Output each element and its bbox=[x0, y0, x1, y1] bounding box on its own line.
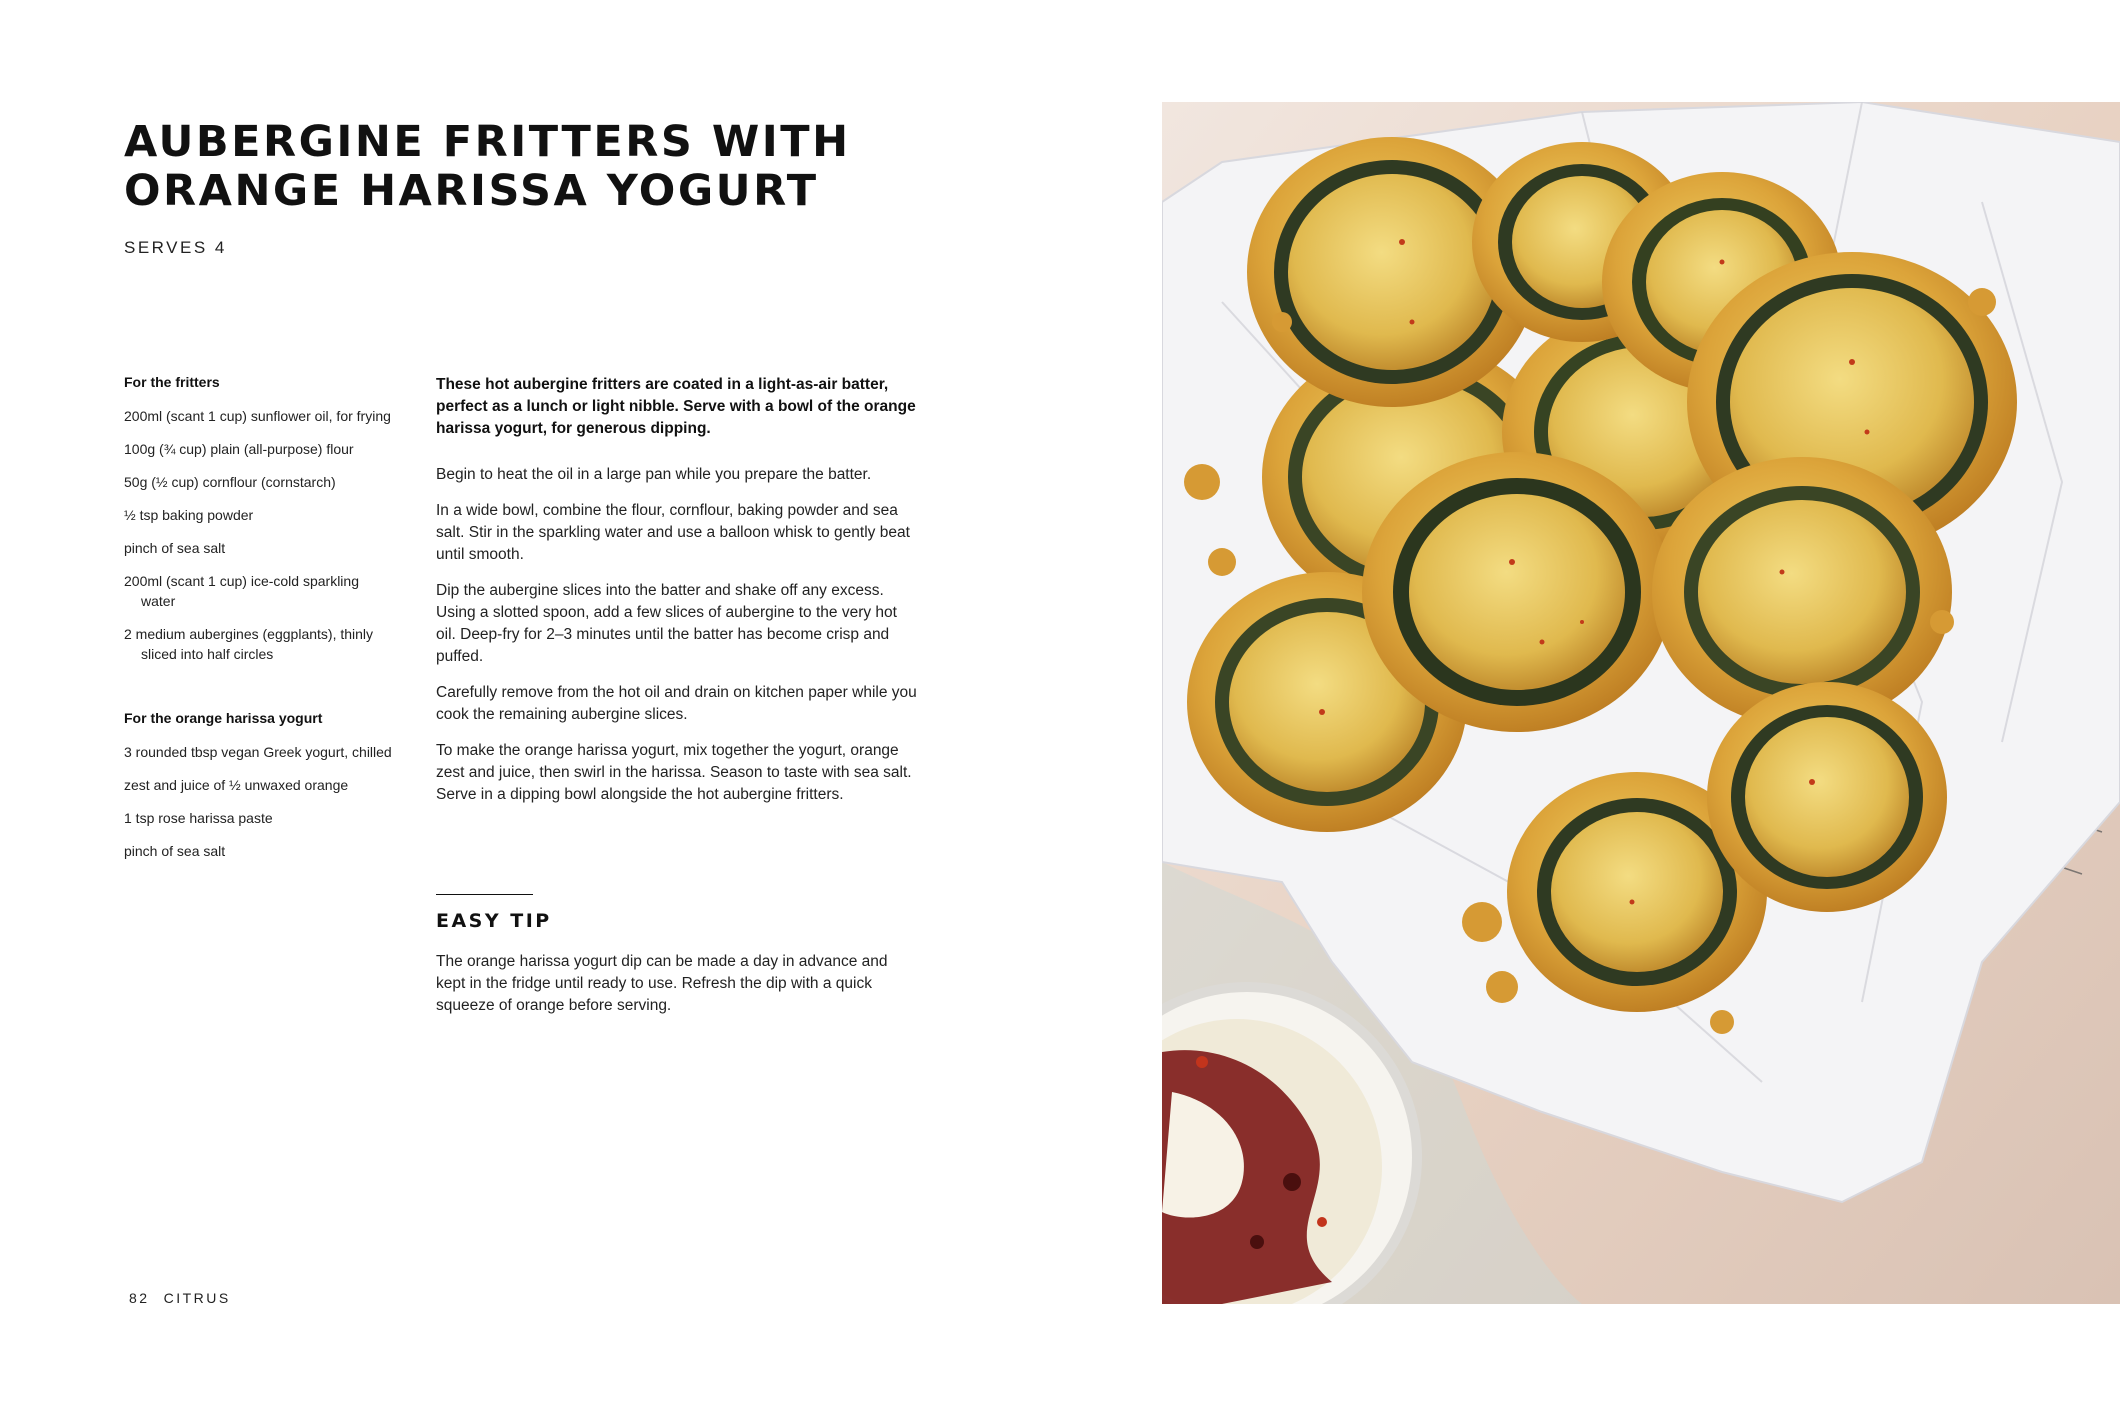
method-step: Begin to heat the oil in a large pan while you prepare the batter. bbox=[436, 466, 872, 483]
ingredient-item: ½ tsp baking powder bbox=[124, 507, 254, 523]
food-photo-illustration bbox=[1162, 102, 2120, 1304]
method-step: To make the orange harissa yogurt, mix together the yogurt, orange zest and juice, then swirl in the harissa. Season to taste with sea salt. Serve in a dipping bowl alongside the hot aubergine fritters. bbox=[436, 742, 912, 803]
recipe-title-line-1: AUBERGINE FRITTERS WITH bbox=[124, 117, 851, 167]
method-column bbox=[436, 374, 921, 820]
recipe-title bbox=[124, 118, 1024, 216]
ingredient-group-heading: For the fritters bbox=[124, 374, 220, 390]
ingredient-group-yogurt bbox=[124, 710, 394, 861]
section-name: CITRUS bbox=[163, 1290, 231, 1306]
tip-heading: EASY TIP bbox=[436, 910, 552, 932]
ingredient-item: pinch of sea salt bbox=[124, 540, 226, 556]
recipe-intro: These hot aubergine fritters are coated in a light-as-air batter, perfect as a lunch or light nibble. Serve with a bowl of the orange harissa yogurt, for generous dipping. bbox=[436, 376, 916, 437]
ingredient-item: 1 tsp rose harissa paste bbox=[124, 810, 273, 826]
ingredients-column bbox=[124, 374, 394, 874]
tip-text: The orange harissa yogurt dip can be made a day in advance and kept in the fridge until ready to use. Refresh the dip with a quick squeeze of orange before serving. bbox=[436, 953, 888, 1014]
ingredient-list bbox=[124, 742, 394, 861]
ingredient-item: 200ml (scant 1 cup) ice-cold sparkling water bbox=[124, 573, 359, 609]
food-photo bbox=[1162, 102, 2120, 1304]
ingredient-item: 2 medium aubergines (eggplants), thinly sliced into half circles bbox=[124, 626, 374, 662]
serves-label: SERVES 4 bbox=[124, 238, 227, 257]
ingredient-list bbox=[124, 406, 394, 664]
ingredient-item: 200ml (scant 1 cup) sunflower oil, for frying bbox=[124, 408, 391, 424]
ingredient-item: 100g (¾ cup) plain (all-purpose) flour bbox=[124, 441, 354, 457]
recipe-title-line-2: ORANGE HARISSA YOGURT bbox=[124, 166, 819, 216]
ingredient-item: 50g (½ cup) cornflour (cornstarch) bbox=[124, 474, 336, 490]
method-step: In a wide bowl, combine the flour, cornflour, baking powder and sea salt. Stir in the sparkling water and use a balloon whisk to gently beat until smooth. bbox=[436, 502, 910, 563]
ingredient-group-fritters bbox=[124, 374, 394, 664]
tip-divider bbox=[436, 894, 533, 895]
page-number: 82 bbox=[129, 1290, 150, 1306]
method-step: Dip the aubergine slices into the batter and shake off any excess. Using a slotted spoon, add a few slices of aubergine to the very hot oil. Deep-fry for 2–3 minutes until the batter has become crisp and puffed. bbox=[436, 582, 897, 665]
page-footer bbox=[129, 1290, 231, 1306]
ingredient-item: pinch of sea salt bbox=[124, 843, 226, 859]
ingredient-item: zest and juice of ½ unwaxed orange bbox=[124, 777, 349, 793]
ingredient-group-heading: For the orange harissa yogurt bbox=[124, 710, 323, 726]
ingredient-item: 3 rounded tbsp vegan Greek yogurt, chilled bbox=[124, 744, 392, 760]
method-step: Carefully remove from the hot oil and drain on kitchen paper while you cook the remaining aubergine slices. bbox=[436, 684, 917, 723]
